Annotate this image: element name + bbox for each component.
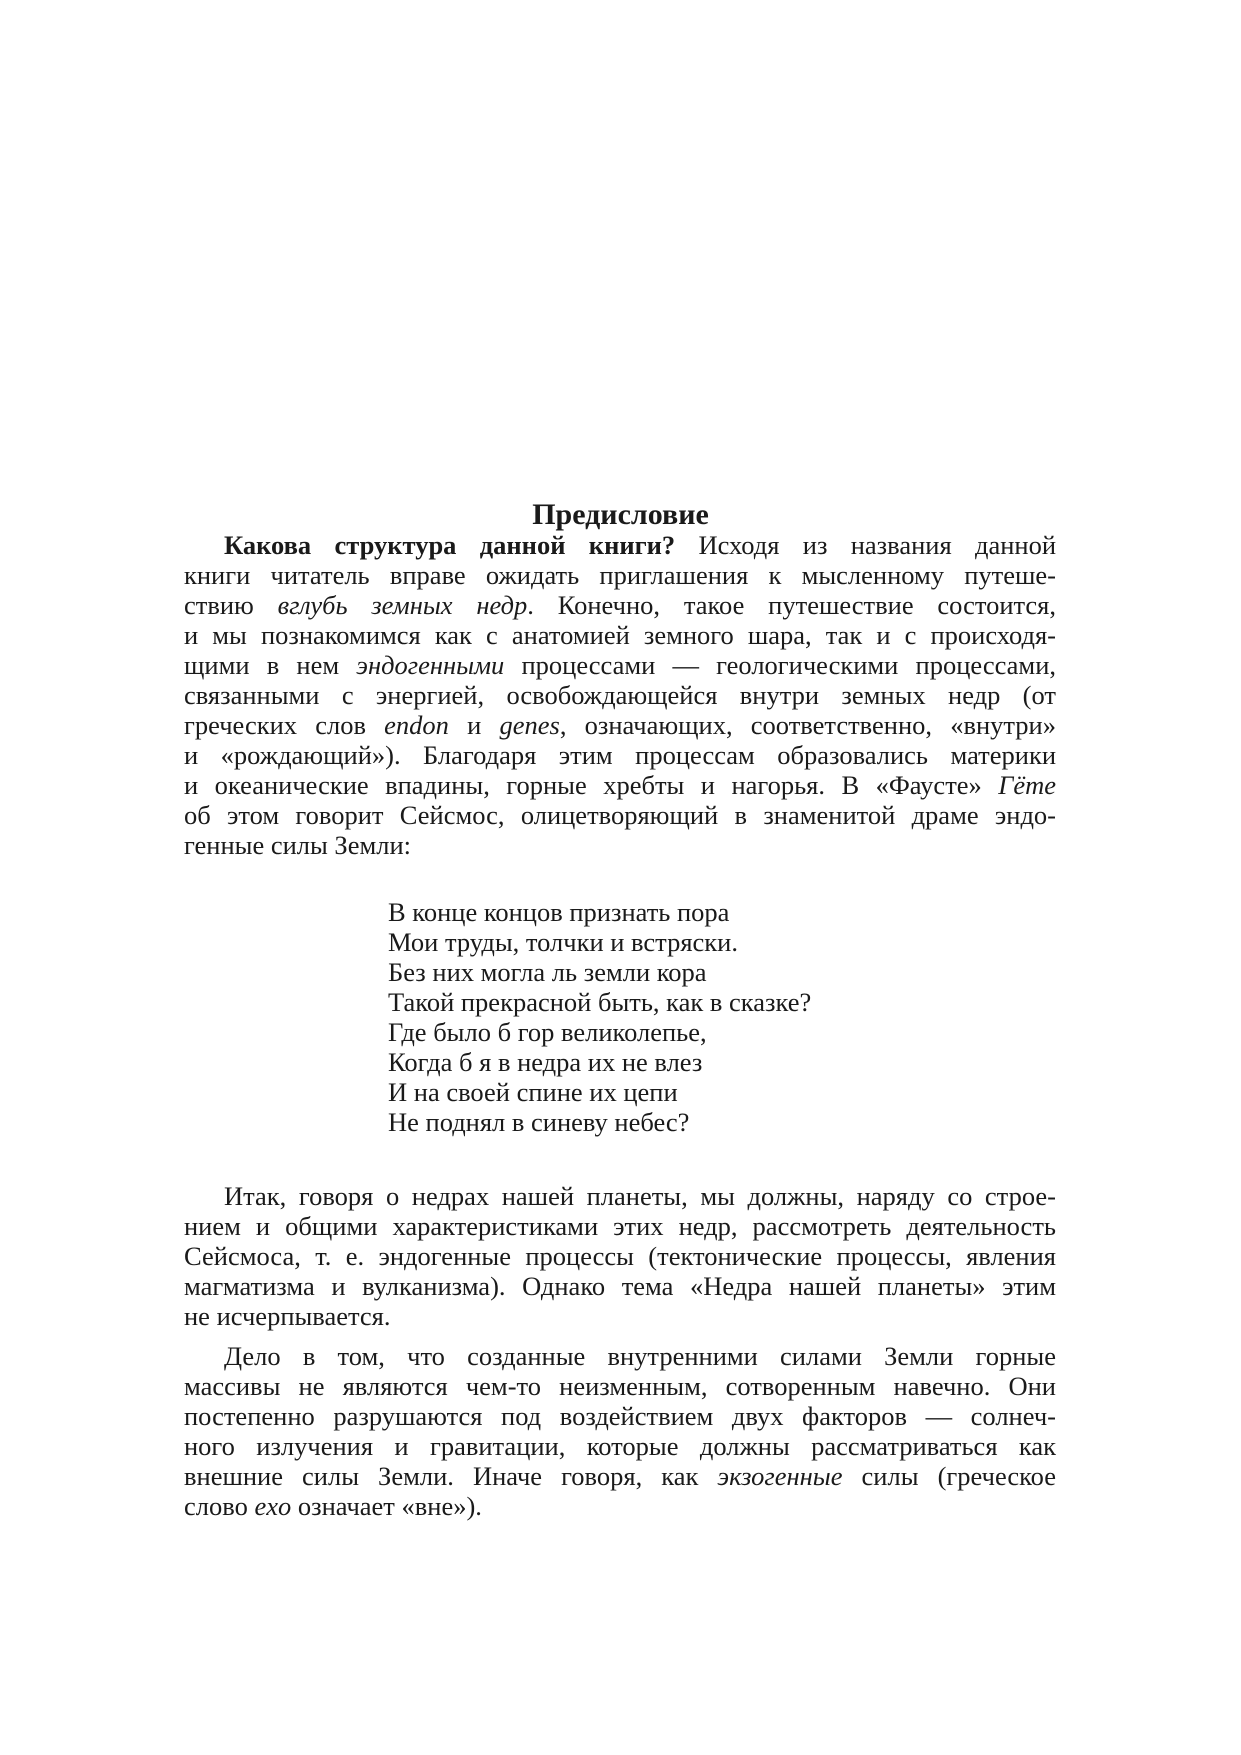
text-line: ного излучения и гравитации, которые должны рассматриваться как: [184, 1431, 1056, 1461]
text-line: внешние силы Земли. Иначе говоря, как экзогенные силы (греческое: [184, 1461, 1056, 1491]
verse-line: Такой прекрасной быть, как в сказке?: [388, 987, 812, 1017]
verse-line: В конце концов признать пора: [388, 897, 730, 927]
verse-line: Без них могла ль земли кора: [388, 957, 707, 987]
verse-line: Где было б гор великолепье,: [388, 1017, 707, 1047]
text-line: нием и общими характеристиками этих недр, рассмотреть деятельность: [184, 1211, 1056, 1241]
emphasis: экзогенные: [717, 1461, 843, 1491]
text-line: об этом говорит Сейсмос, олицетворяющий в знаменитой драме эндо-: [184, 800, 1056, 830]
text-line: и мы познакомимся как с анатомией земного шара, так и с происходя-: [184, 620, 1056, 650]
text-line: генные силы Земли:: [184, 830, 412, 860]
emphasis: genes: [499, 710, 560, 740]
text-line: греческих слов endon и genes, означающих, соответственно, «внутри»: [184, 710, 1056, 740]
text-line: Какова структура данной книги? Исходя из названия данной: [224, 530, 1056, 560]
text-line: книги читатель вправе ожидать приглашения к мысленному путеше-: [184, 560, 1056, 590]
text-line: щими в нем эндогенными процессами — геологическими процессами,: [184, 650, 1057, 680]
text-line: Сейсмоса, т. е. эндогенные процессы (тектонические процессы, явления: [184, 1241, 1056, 1271]
page-title: Предисловие: [532, 498, 709, 531]
verse-line: Не поднял в синеву небес?: [388, 1107, 690, 1137]
emphasis: вглубь земных недр: [277, 590, 528, 620]
verse-line: И на своей спине их цепи: [388, 1077, 678, 1107]
text-line: ствию вглубь земных недр. Конечно, такое путешествие состоится,: [184, 590, 1056, 620]
emphasis: Гёте: [998, 770, 1056, 800]
text-line: и «рождающий»). Благодаря этим процессам образовались материки: [184, 740, 1056, 770]
text-line: постепенно разрушаются под воздействием двух факторов — солнеч-: [184, 1401, 1056, 1431]
lead-question: Какова структура данной книги?: [224, 530, 676, 560]
text-line: Итак, говоря о недрах нашей планеты, мы должны, наряду со строе-: [224, 1181, 1056, 1211]
verse-line: Мои труды, толчки и встряски.: [388, 927, 738, 957]
emphasis: exo: [254, 1491, 292, 1521]
emphasis: endon: [384, 710, 449, 740]
verse-line: Когда б я в недра их не влез: [388, 1047, 703, 1077]
text-line: слово exo означает «вне»).: [184, 1491, 482, 1521]
text-line: магматизма и вулканизма). Однако тема «Недра нашей планеты» этим: [184, 1271, 1056, 1301]
emphasis: эндогенными: [356, 650, 505, 680]
text-line: и океанические впадины, горные хребты и нагорья. В «Фаусте» Гёте: [184, 770, 1056, 800]
text-line: массивы не являются чем-то неизменным, сотворенным навечно. Они: [184, 1371, 1056, 1401]
text-line: не исчерпывается.: [184, 1301, 391, 1331]
text-line: Дело в том, что созданные внутренними силами Земли горные: [224, 1341, 1056, 1371]
text-line: связанными с энергией, освобождающейся внутри земных недр (от: [184, 680, 1056, 710]
